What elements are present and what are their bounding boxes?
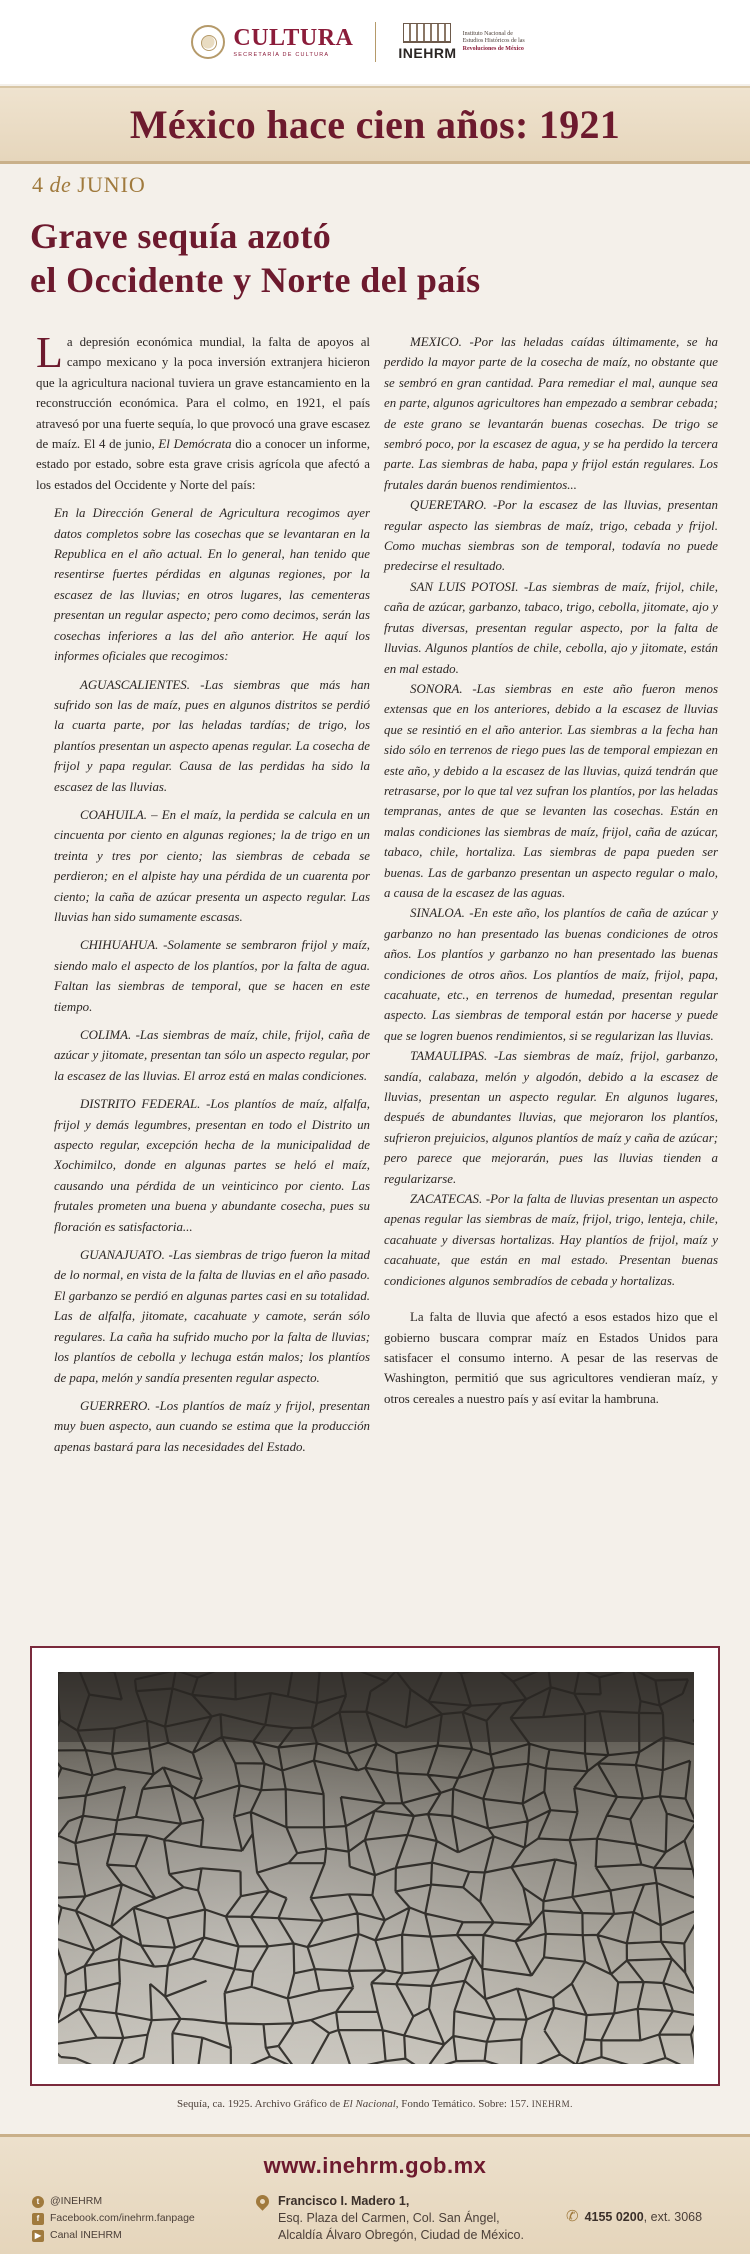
report-mexico: MEXICO. -Por las heladas caídas últimamente, se ha perdido la mayor parte de la cosecha de maíz, no obstante que se sembró en gran cantidad. Para remediar el mal, aunque sea en parte, algunos agricultores han empezado a sembrar cebada; de este grano se levantarán buenas cosechas. De trigo se sembró poco, por la escasez de agua, y se ha perdido la tercera parte. Las siembras de haba, papa y frijol están regulares. Los frutales darán buenos rendimientos...: [384, 335, 718, 492]
inehrm-description: Instituto Nacional de Estudios Históricos de las Revoluciones de México: [462, 30, 525, 52]
report-san-luis-potosi: SAN LUIS POTOSI. -Las siembras de maíz, frijol, chile, caña de azúcar, garbanzo, tabaco, trigo, cebolla, jitomate, ajo y frutas diversas, presentan regular aspecto, por la falta de lluvias. Algunos plantíos de chile, cebolla, ajo y jitomate, están en mal estado.: [384, 579, 718, 676]
quote-intro: En la Dirección General de Agricultura recogimos ayer datos completos sobre las cosechas que se levantaran en la Republica en el año actual. En lo general, han tenido que resentirse fuertes pérdidas en algunas regiones, por la escasez de las lluvias; en otros lugares, las cementeras presentan un regular aspecto; pero como decimos, serán las cosechas inferiores a las del año anterior. He aquí los informes oficiales que recogimos:: [54, 506, 370, 664]
youtube-icon: ▶: [32, 2230, 44, 2242]
closing-paragraph: La falta de lluvia que afectó a esos estados hizo que el gobierno buscara comprar maíz en Estados Unidos para satisfacer el consumo interno. A pesar de las reservas de Washington, permitió que sus agricultores vendieran maíz, y otros cereales a nuestro país y así evitar la hambruna.: [384, 1310, 718, 1406]
report-guerrero: GUERRERO. -Los plantíos de maíz y frijol, presentan muy buen aspecto, aun cuando se estima que la producción apenas bastará para las necesidades del Estado.: [54, 1398, 370, 1454]
report-colima: COLIMA. -Las siembras de maíz, chile, frijol, caña de azúcar y jitomate, presentan tan sólo un aspecto regular, por la escasez de las lluvias. El arroz está en malas condiciones.: [54, 1028, 370, 1083]
website-link[interactable]: www.inehrm.gob.mx: [263, 2153, 487, 2178]
photo-frame: [30, 1646, 720, 2086]
cultura-logo[interactable]: [191, 25, 353, 59]
logo-bar: [0, 0, 750, 84]
phone-number[interactable]: ✆ 4155 0200, ext. 3068: [566, 2208, 703, 2225]
report-aguascalientes: AGUASCALIENTES. -Las siembras que más han sufrido son las de maíz, pues en algunos distritos se perdió la cuarta parte, por las heladas tardías; de trigo, los plantíos presentan un aspecto apenas regular. La cosecha de frijol y papa regular. Causa de las perdidas ha sido la escasez de las lluvias.: [54, 677, 370, 794]
article-date: [32, 172, 146, 202]
newspaper-name: El Demócrata: [158, 437, 232, 452]
article-column-left: [36, 328, 370, 1457]
inehrm-logo[interactable]: [398, 23, 558, 61]
logo-divider: [375, 22, 376, 62]
headline-line-1: Grave sequía azotó: [30, 216, 332, 256]
social-links: [32, 2193, 195, 2244]
building-icon: [403, 23, 451, 43]
phone-icon: ✆: [566, 2208, 579, 2225]
location-pin-icon: [253, 2192, 271, 2210]
photo-caption: Sequía, ca. 1925. Archivo Gráfico de El Nacional, Fondo Temático. Sobre: 157. INEHRM.: [177, 2098, 573, 2110]
report-guanajuato: GUANAJUATO. -Las siembras de trigo fueron la mitad de lo normal, en vista de la falta de lluvias en el año pasado. El garbanzo se perdió en algunas partes casi en su totalidad. Las de alfalfa, jitomate, cacahuate y camote, serán sólo regulares. La caña ha sufrido mucho por la falta de lluvias; los plantíos de cebolla y lechuga están malos; los plantíos de papa, melón y sandía presenten regular aspecto.: [54, 1248, 370, 1385]
report-queretaro: QUERETARO. -Por la escasez de las lluvias, presentan regular aspecto las siembras de maíz, trigo, cebada y frijol. Como muchas siembras son de temporal, todavía no puede predecirse el resultado.: [384, 498, 718, 574]
header-band: [0, 86, 750, 164]
cultura-subtitle: SECRETARÍA DE CULTURA: [233, 51, 330, 58]
headline-line-2: el Occidente y Norte del país: [30, 260, 481, 300]
twitter-link[interactable]: t @INEHRM: [32, 2193, 195, 2210]
report-sinaloa: SINALOA. -En este año, los plantíos de caña de azúcar y garbanzo no han presentado las buenas condiciones de otros años. Los plantíos y garbanzo no han presentado las buenas condiciones de otros años. Los plantíos de maíz, frijol, papa, cacahuate, etc., en terrenos de humedad, presentan regular aspecto. Las siembras de temporal están por hacerse y puede que se logren buenos rendimientos, si se regularizan las lluvias.: [384, 906, 718, 1043]
distant-field-shadow: [58, 1672, 694, 1742]
report-distrito-federal: DISTRITO FEDERAL. -Los plantíos de maíz, alfalfa, frijol y demás legumbres, presentan en todo el Distrito un aspecto regular, excepción hecha de la municipalidad de Xochimilco, donde en algunas partes se heló el maíz, causando una pérdida de un veinticinco por ciento. Las frutales prometen una buena y abundante cosecha, pues su floración es satisfactoria...: [54, 1097, 370, 1234]
drought-photo: [58, 1672, 694, 2064]
headline: [30, 214, 720, 302]
cracked-earth-texture: [58, 1672, 694, 2064]
twitter-icon: t: [32, 2196, 44, 2208]
national-seal-icon: [191, 25, 225, 59]
address: Francisco I. Madero 1, Esq. Plaza del Carmen, Col. San Ángel, Alcaldía Álvaro Obregón, Ciudad de México.: [256, 2193, 524, 2244]
intro-paragraph: La depresión económica mundial, la falta de apoyos al campo mexicano y la poca inversión extranjera hicieron que la agricultura nacional tuviera un grave estancamiento en la reconstrucción económica. Para el colmo, en 1921, el país atravesó por una fuerte sequía, lo que provocó una grave escasez de maíz. El 4 de junio, El Demócrata dio a conocer un informe, estado por estado, sobre esta grave crisis agrícola que afectó a los estados del Occidente y Norte del país:: [36, 328, 370, 492]
report-zacatecas: ZACATECAS. -Por la falta de lluvias presentan un aspecto apenas regular las siembras de maíz, frijol, trigo, lenteja, chile, cacahuate y diversas hortalizas. Hay plantíos de frijol, maíz y cacahuate, que están en mal estado. Presentan buenas condiciones algunos sembradíos de cebada y hortalizas.: [384, 1192, 718, 1288]
series-title: México hace cien años: 1921: [129, 102, 621, 147]
report-sonora: SONORA. -Las siembras en este año fueron menos extensas que en los anteriores, debido a la escasez de lluvias que se resintió en el año anterior. Las siembras a la fecha han sido sólo en terrenos de riego pues las de temporal empiezan en este año, y debido a la escasez de las lluvias, quizá tendrán que retrasarse, por lo que tal vez sufran los plantíos, por las heladas tempranas, antes de que se levanten las cosechas. Están en malas condiciones las siembras de maíz, frijol, caña de azúcar, tabaco, chile, hortaliza. Las siembras de papa pueden ser buenas. Las de garbanzo presentan un aspecto regular o malo, a causa de la escasez de las aguas.: [384, 681, 718, 900]
date-day: 4: [32, 172, 44, 197]
report-coahuila: COAHUILA. – En el maíz, la perdida se calcula en un cincuenta por ciento en algunas regiones; la de trigo en un treinta y tres por ciento; las siembras de cebada se perdieron; en el alpiste hay una pérdida de un cuarenta por ciento; la caña de azúcar presenta un aspecto regular. Las lluvias han sido sumamente escasas.: [54, 807, 370, 924]
report-chihuahua: CHIHUAHUA. -Solamente se sembraron frijol y maíz, siendo malo el aspecto de los plantíos, por la falta de agua. Faltan las siembras de temporal, que se hacen en este tiempo.: [54, 938, 370, 1014]
report-tamaulipas: TAMAULIPAS. -Las siembras de maíz, frijol, garbanzo, sandía, calabaza, melón y algodón, debido a la escasez de lluvias, presentan un aspecto regular. En algunos lugares, después de abundantes lluvias, que mejoraron los plantíos, sufrieron prejuicios, algunos plantíos de maíz y caña de azúcar; pero parece que mejorarán, pues las lluvias tienden a regularizarse.: [384, 1049, 718, 1186]
footer: [0, 2134, 750, 2254]
cultura-name: CULTURA: [233, 24, 354, 51]
facebook-link[interactable]: f Facebook.com/inehrm.fanpage: [32, 2210, 195, 2227]
youtube-link[interactable]: ▶ Canal INEHRM: [32, 2227, 195, 2244]
inehrm-wordmark: INEHRM: [398, 45, 457, 61]
date-month: JUNIO: [77, 172, 146, 197]
date-de: de: [49, 172, 72, 197]
article-column-right: [384, 332, 718, 1409]
facebook-icon: f: [32, 2213, 44, 2225]
